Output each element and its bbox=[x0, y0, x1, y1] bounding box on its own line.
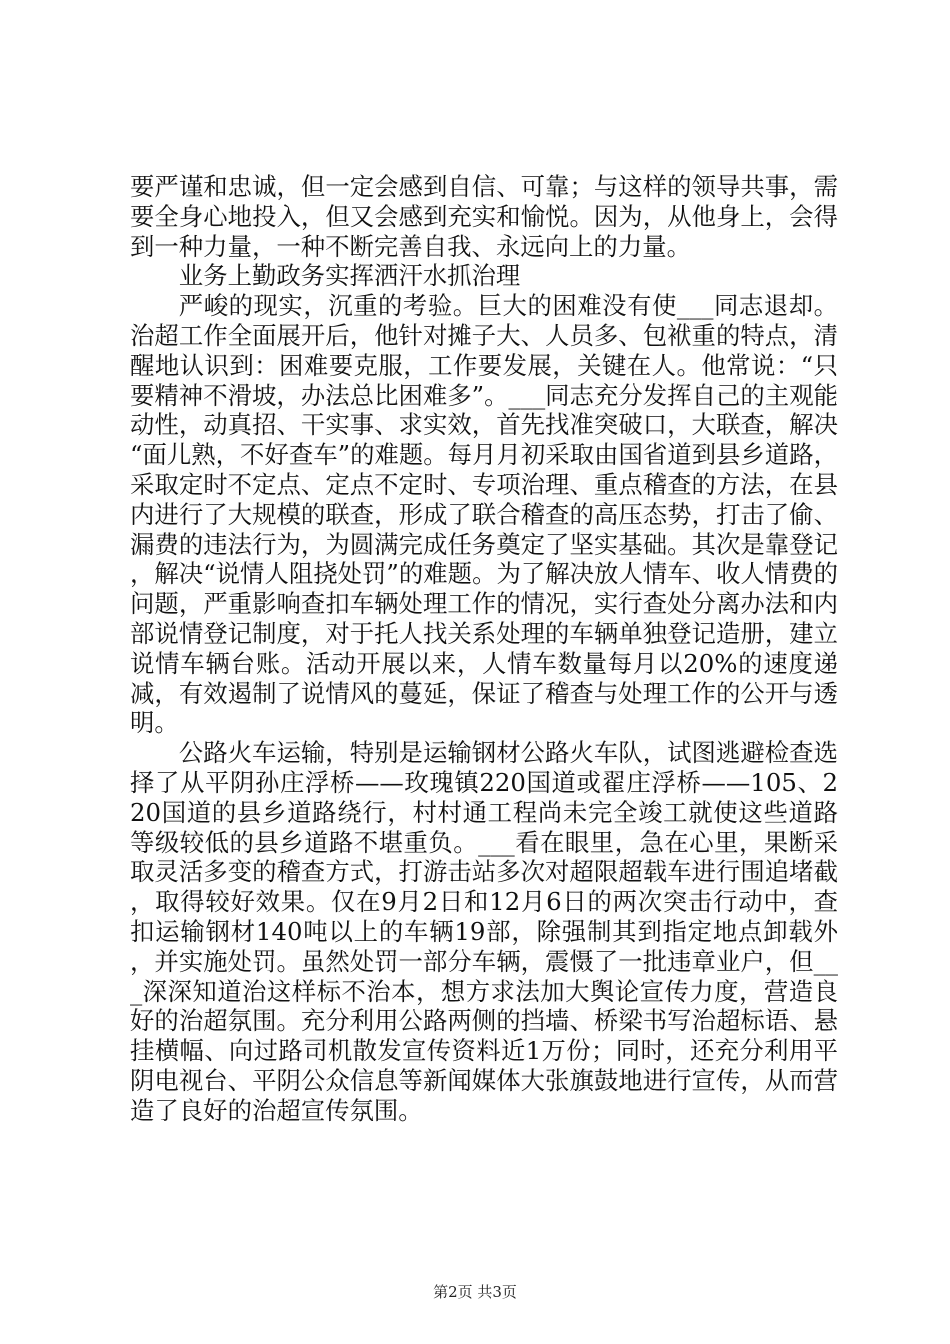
document-body bbox=[130, 172, 838, 1126]
paragraph-road-transport: 公路火车运输，特别是运输钢材公路火车队，试图逃避检查选择了从平阴孙庄浮桥——玫瑰镇220国道或翟庄浮桥——105、220国道的县乡道路绕行，村村通工程尚未完全竣工就使这些道路等级较低的县乡道路不堪重负。___看在眼里，急在心里，果断采取灵活多变的稽查方式，打游击站多次对超限超载车进行围追堵截，取得较好效果。仅在9月2日和12月6日的两次突击行动中，查扣运输钢材140吨以上的车辆19部，除强制其到指定地点卸载外，并实施处罚。虽然处罚一部分车辆，震慑了一批违章业户，但___深深知道治这样标不治本，想方求法加大舆论宣传力度，营造良好的治超氛围。充分利用公路两侧的挡墙、桥梁书写治超标语、悬挂横幅、向过路司机散发宣传资料近1万份；同时，还充分利用平阴电视台、平阴公众信息等新闻媒体大张旗鼓地进行宣传，从而营造了良好的治超宣传氛围。 bbox=[130, 738, 838, 1125]
page-number-footer: 第2页 共3页 bbox=[433, 1283, 517, 1301]
paragraph-inspection: 严峻的现实，沉重的考验。巨大的困难没有使___同志退却。治超工作全面展开后，他针对摊子大、人员多、包袱重的特点，清醒地认识到：困难要克服，工作要发展，关键在人。他常说：“只要精神不滑坡，办法总比困难多”。___同志充分发挥自己的主观能动性，动真招、干实事、求实效，首先找准突破口，大联查，解决“面儿熟，不好查车”的难题。每月月初采取由国省道到县乡道路，采取定时不定点、定点不定时、专项治理、重点稽查的方法，在县内进行了大规模的联查，形成了联合稽查的高压态势，打击了偷、漏费的违法行为，为圆满完成任务奠定了坚实基础。其次是靠登记，解决“说情人阻挠处罚”的难题。为了解决放人情车、收人情费的问题，严重影响查扣车辆处理工作的情况，实行查处分离办法和内部说情登记制度，对于托人找关系处理的车辆单独登记造册，建立说情车辆台账。活动开展以来，人情车数量每月以20%的速度递减，有效遏制了说情风的蔓延，保证了稽查与处理工作的公开与透明。 bbox=[130, 291, 838, 738]
paragraph-continuation: 要严谨和忠诚，但一定会感到自信、可靠；与这样的领导共事，需要全身心地投入，但又会感到充实和愉悦。因为，从他身上，会得到一种力量，一种不断完善自我、永远向上的力量。 bbox=[130, 172, 838, 261]
section-heading: 业务上勤政务实挥洒汗水抓治理 bbox=[178, 261, 521, 291]
